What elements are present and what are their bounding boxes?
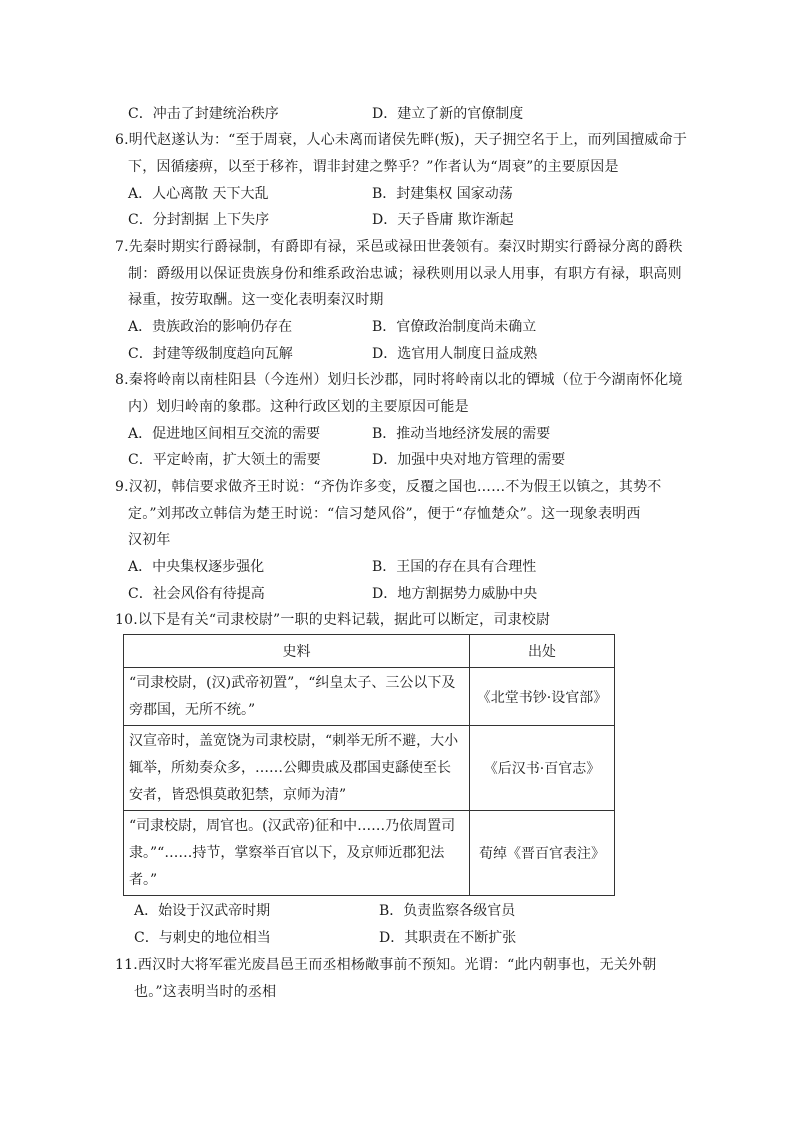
source-table [123,634,615,896]
table-row [124,811,615,896]
q8-option-b: B．推动当地经济发展的需要 [372,426,551,442]
q11-stem-line-2: 也。”这表明当时的丞相 [134,984,277,1000]
q9-option-d: D．地方割据势力威胁中央 [372,586,538,602]
table-header-origin: 出处 [470,635,615,668]
q7-stem-line-1: 7.先秦时期实行爵禄制，有爵即有禄，采邑或禄田世袭领有。秦汉时期实行爵禄分离的爵秩 [115,239,683,255]
q9-option-b: B．王国的存在具有合理性 [372,559,537,575]
q10-option-b: B．负责监察各级官员 [379,903,516,919]
q7-stem-line-2: 制：爵级用以保证贵族身份和维系政治忠诚；禄秩则用以录人用事，有职方有禄，职高则 [128,266,682,282]
table-header-source-text: 史料 [124,635,470,668]
q7-option-b: B．官僚政治制度尚未确立 [372,319,537,335]
table-cell-text: “司隶校尉，(汉)武帝初置”，“纠皇太子、三公以下及旁郡国，无所不统。” [124,668,470,726]
q6-option-b: B．封建集权 国家动荡 [372,186,513,202]
q6-option-d: D．天子昏庸 欺诈渐起 [372,212,514,228]
table-cell-source: 《后汉书·百官志》 [470,726,615,811]
q7-option-c: C．封建等级制度趋向瓦解 [128,346,293,362]
q9-stem-line-2: 定。”刘邦改立韩信为楚王时说：“信习楚风俗”，便于“存恤楚众”。这一现象表明西 [128,506,641,522]
q8-option-c: C．平定岭南，扩大领土的需要 [128,452,321,468]
q10-option-c: C．与刺史的地位相当 [134,930,271,946]
q9-stem-line-1: 9.汉初，韩信要求做齐王时说：“齐伪诈多变，反覆之国也……不为假王以镇之，其势不 [115,479,662,495]
table-header-row [124,635,615,668]
q8-stem-line-1: 8.秦将岭南以南桂阳县（今连州）划归长沙郡，同时将岭南以北的镡城（位于今湖南怀化境 [115,372,683,388]
q6-stem-line-1: 6.明代赵遂认为：“至于周衰，人心未离而诸侯先畔(叛)，天子拥空名于上，而列国擅威命于 [115,132,688,148]
q9-option-a: A．中央集权逐步强化 [128,559,265,575]
q8-stem-line-2: 内）划归岭南的象郡。这种行政区划的主要原因可能是 [128,399,469,415]
q8-option-a: A．促进地区间相互交流的需要 [128,426,321,442]
table-cell-source: 荀绰《晋百官表注》 [470,811,615,896]
q7-stem-line-3: 禄重，按劳取酬。这一变化表明秦汉时期 [128,292,384,308]
table-row [124,668,615,726]
q9-stem-line-3: 汉初年 [128,532,171,548]
table-cell-source: 《北堂书钞·设官部》 [470,668,615,726]
q7-option-a: A．贵族政治的影响仍存在 [128,319,293,335]
table-cell-text: 汉宣帝时，盖宽饶为司隶校尉，“刺举无所不避，大小辄举，所劾奏众多，……公卿贵戚及郡国吏繇使至长安者，皆恐惧莫敢犯禁，京师为清” [124,726,470,811]
q6-option-a: A．人心离散 天下大乱 [128,186,269,202]
q5-option-d: D．建立了新的官僚制度 [372,106,524,122]
q10-option-d: D．其职责在不断扩张 [379,930,517,946]
table-cell-text: “司隶校尉，周官也。(汉武帝)征和中……乃依周置司隶。”“……持节，掌察举百官以下，及京师近郡犯法者。” [124,811,470,896]
q6-stem-line-2: 下，因循痿痹，以至于移祚，谓非封建之弊乎？”作者认为“周衰”的主要原因是 [128,159,619,175]
q7-option-d: D．选官用人制度日益成熟 [372,346,538,362]
q9-option-c: C．社会风俗有待提高 [128,586,265,602]
q5-option-c: C．冲击了封建统治秩序 [128,106,279,122]
q6-option-c: C．分封割据 上下失序 [128,212,270,228]
q10-stem: 10.以下是有关“司隶校尉”一职的史料记载，据此可以断定，司隶校尉 [115,612,551,628]
q8-option-d: D．加强中央对地方管理的需要 [372,452,566,468]
table-row [124,726,615,811]
q11-stem-line-1: 11.西汉时大将军霍光废昌邑王而丞相杨敞事前不预知。光谓：“此内朝事也，无关外朝 [115,957,657,973]
q10-option-a: A．始设于汉武帝时期 [134,903,271,919]
